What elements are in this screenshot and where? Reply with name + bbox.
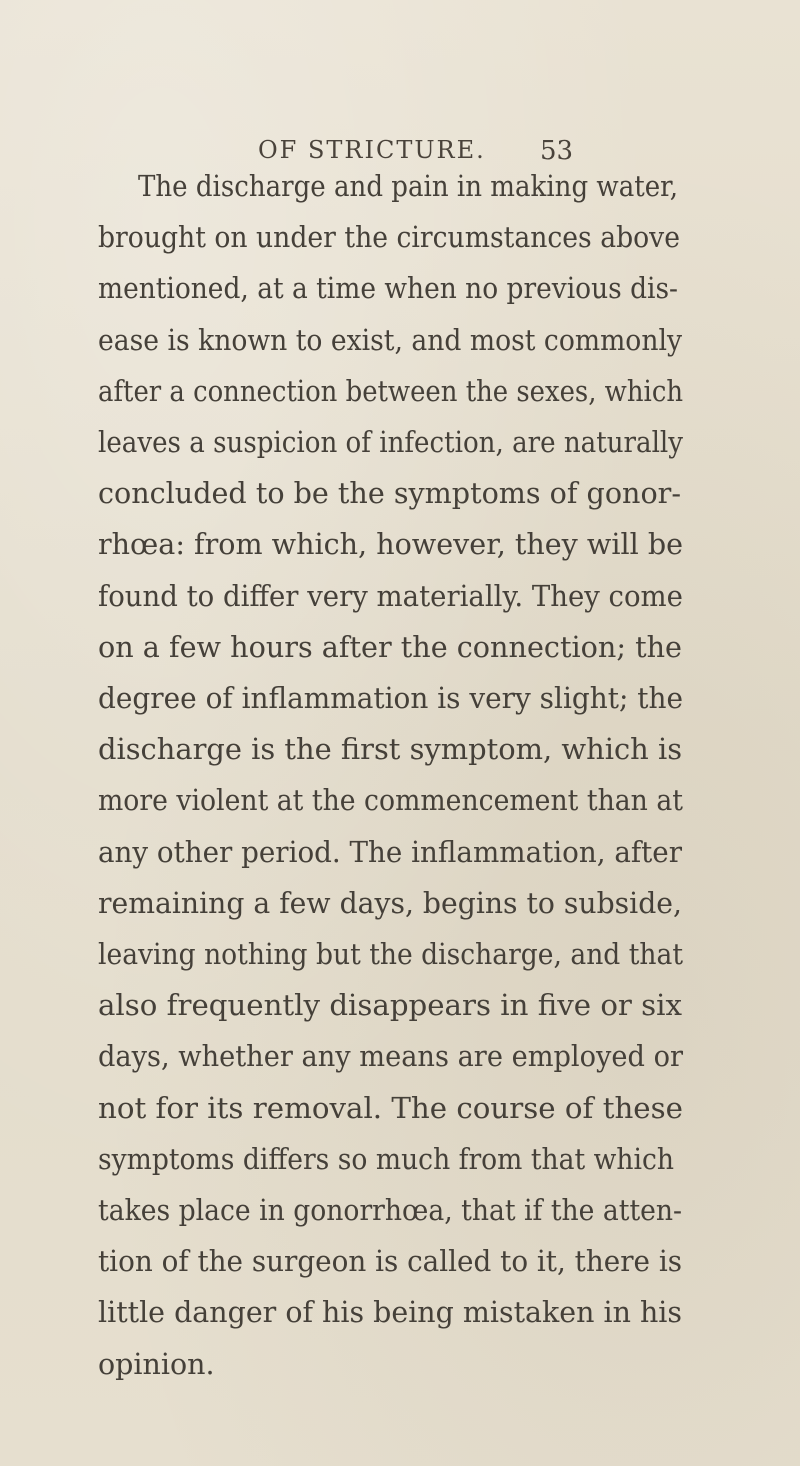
text-line: leaving nothing but the discharge, and that	[98, 938, 684, 971]
text-line: tion of the surgeon is called to it, there is	[98, 1245, 682, 1279]
text-line: rhœa: from which, however, they will be	[98, 528, 684, 562]
text-line: more violent at the commencement than at	[98, 784, 683, 818]
text-line: not for its removal. The course of these	[98, 1091, 683, 1125]
text-line: on a few hours after the connection; the	[98, 630, 682, 664]
text-line: ease is known to exist, and most commonly	[98, 323, 683, 357]
text-line: discharge is the first symptom, which is	[98, 733, 683, 767]
text-line: degree of inflammation is very slight; the	[98, 682, 683, 715]
running-title: OF STRICTURE.	[258, 136, 486, 164]
text-line: takes place in gonorrhœa, that if the atten-	[98, 1194, 683, 1227]
text-line: concluded to be the symptoms of gonor-	[98, 477, 682, 511]
text-line: opinion.	[98, 1347, 215, 1381]
text-line: remaining a few days, begins to subside,	[98, 886, 683, 920]
text-line: leaves a suspicion of infection, are naturally	[98, 426, 684, 459]
text-line: little danger of his being mistaken in his	[98, 1296, 683, 1330]
text-line: The discharge and pain in making water,	[138, 170, 679, 203]
text-line: days, whether any means are employed or	[98, 1040, 683, 1074]
text-line: after a connection between the sexes, which	[98, 374, 684, 408]
text-line: mentioned, at a time when no previous dis-	[98, 272, 678, 306]
text-line: found to differ very materially. They come	[98, 579, 683, 613]
text-line: any other period. The inflammation, after	[98, 835, 682, 869]
page-number: 53	[540, 136, 574, 166]
text-line: symptoms differs so much from that which	[98, 1142, 674, 1176]
text-line: brought on under the circumstances above	[98, 221, 680, 255]
text-line: also frequently disappears in five or six	[98, 989, 683, 1023]
